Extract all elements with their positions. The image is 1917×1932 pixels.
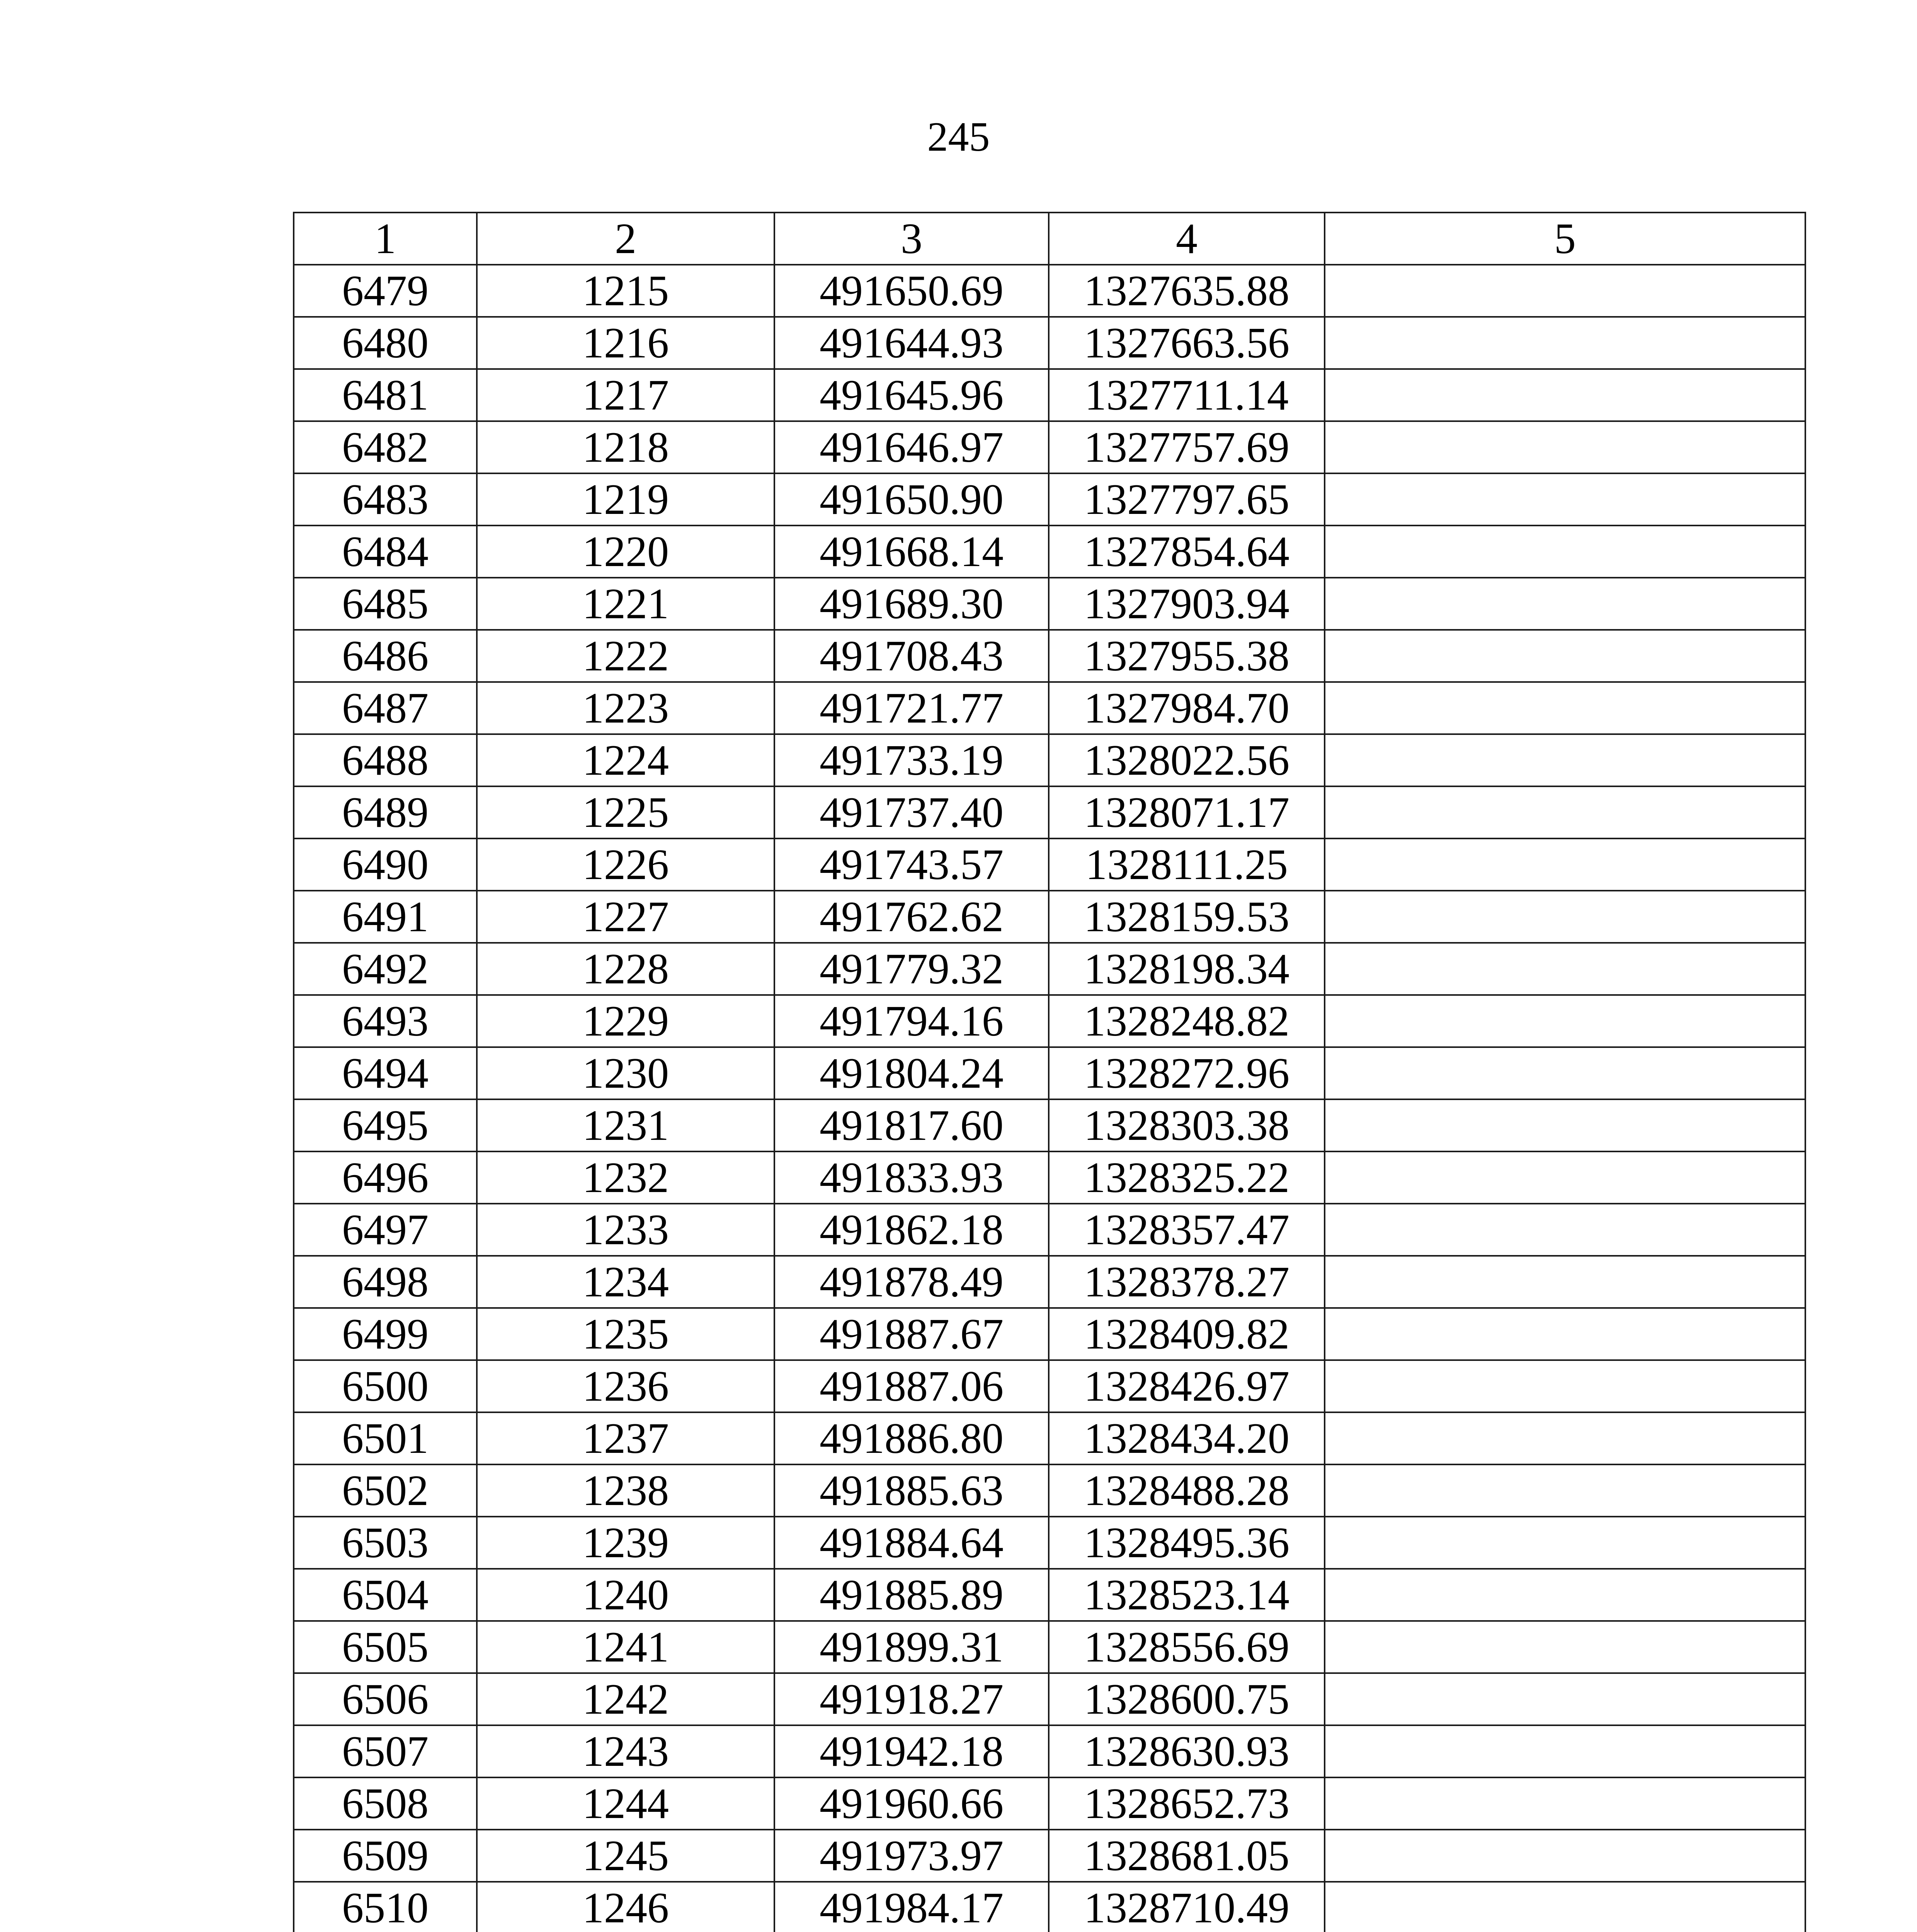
point-number-cell: 6496 — [294, 1151, 477, 1204]
note-cell — [1325, 630, 1805, 682]
note-cell — [1325, 369, 1805, 421]
table-row — [294, 838, 1805, 891]
point-number-cell: 6499 — [294, 1308, 477, 1360]
note-cell — [1325, 786, 1805, 838]
y-coordinate-cell: 1328071.17 — [1049, 786, 1325, 838]
table-row — [294, 1412, 1805, 1464]
x-coordinate-cell: 491644.93 — [774, 317, 1049, 369]
index-cell: 1216 — [477, 317, 774, 369]
x-coordinate-cell: 491804.24 — [774, 1047, 1049, 1099]
x-coordinate-cell: 491779.32 — [774, 943, 1049, 995]
y-coordinate-cell: 1328488.28 — [1049, 1464, 1325, 1517]
point-number-cell: 6504 — [294, 1569, 477, 1621]
y-coordinate-cell: 1328523.14 — [1049, 1569, 1325, 1621]
index-cell: 1239 — [477, 1517, 774, 1569]
page-number: 245 — [927, 114, 990, 160]
y-coordinate-cell: 1328325.22 — [1049, 1151, 1325, 1204]
y-coordinate-cell: 1328111.25 — [1049, 838, 1325, 891]
coordinates-table — [293, 212, 1806, 1932]
point-number-cell: 6487 — [294, 682, 477, 734]
x-coordinate-cell: 491743.57 — [774, 838, 1049, 891]
x-coordinate-cell: 491650.69 — [774, 265, 1049, 317]
x-coordinate-cell: 491887.67 — [774, 1308, 1049, 1360]
point-number-cell: 6486 — [294, 630, 477, 682]
note-cell — [1325, 1204, 1805, 1256]
x-coordinate-cell: 491884.64 — [774, 1517, 1049, 1569]
header-cell-3: 3 — [774, 213, 1049, 265]
y-coordinate-cell: 1328710.49 — [1049, 1882, 1325, 1932]
table-row — [294, 1360, 1805, 1412]
note-cell — [1325, 1151, 1805, 1204]
x-coordinate-cell: 491689.30 — [774, 578, 1049, 630]
table-row — [294, 473, 1805, 526]
note-cell — [1325, 1256, 1805, 1308]
x-coordinate-cell: 491885.63 — [774, 1464, 1049, 1517]
x-coordinate-cell: 491817.60 — [774, 1099, 1049, 1151]
table-row — [294, 1673, 1805, 1725]
y-coordinate-cell: 1327797.65 — [1049, 473, 1325, 526]
point-number-cell: 6485 — [294, 578, 477, 630]
x-coordinate-cell: 491833.93 — [774, 1151, 1049, 1204]
x-coordinate-cell: 491721.77 — [774, 682, 1049, 734]
note-cell — [1325, 473, 1805, 526]
table-row — [294, 734, 1805, 786]
note-cell — [1325, 995, 1805, 1047]
table-row — [294, 1464, 1805, 1517]
table-row — [294, 1621, 1805, 1673]
y-coordinate-cell: 1328681.05 — [1049, 1830, 1325, 1882]
y-coordinate-cell: 1327854.64 — [1049, 526, 1325, 578]
note-cell — [1325, 421, 1805, 473]
index-cell: 1231 — [477, 1099, 774, 1151]
y-coordinate-cell: 1328556.69 — [1049, 1621, 1325, 1673]
y-coordinate-cell: 1328426.97 — [1049, 1360, 1325, 1412]
note-cell — [1325, 1047, 1805, 1099]
note-cell — [1325, 838, 1805, 891]
point-number-cell: 6482 — [294, 421, 477, 473]
x-coordinate-cell: 491650.90 — [774, 473, 1049, 526]
point-number-cell: 6502 — [294, 1464, 477, 1517]
y-coordinate-cell: 1328303.38 — [1049, 1099, 1325, 1151]
x-coordinate-cell: 491918.27 — [774, 1673, 1049, 1725]
y-coordinate-cell: 1328248.82 — [1049, 995, 1325, 1047]
note-cell — [1325, 317, 1805, 369]
y-coordinate-cell: 1327984.70 — [1049, 682, 1325, 734]
table-row — [294, 943, 1805, 995]
index-cell: 1232 — [477, 1151, 774, 1204]
index-cell: 1222 — [477, 630, 774, 682]
point-number-cell: 6498 — [294, 1256, 477, 1308]
note-cell — [1325, 1725, 1805, 1777]
point-number-cell: 6510 — [294, 1882, 477, 1932]
table-row — [294, 1256, 1805, 1308]
point-number-cell: 6503 — [294, 1517, 477, 1569]
point-number-cell: 6508 — [294, 1777, 477, 1830]
point-number-cell: 6484 — [294, 526, 477, 578]
point-number-cell: 6505 — [294, 1621, 477, 1673]
point-number-cell: 6483 — [294, 473, 477, 526]
index-cell: 1218 — [477, 421, 774, 473]
note-cell — [1325, 1673, 1805, 1725]
header-row — [294, 213, 1805, 265]
x-coordinate-cell: 491733.19 — [774, 734, 1049, 786]
point-number-cell: 6491 — [294, 891, 477, 943]
index-cell: 1240 — [477, 1569, 774, 1621]
point-number-cell: 6509 — [294, 1830, 477, 1882]
y-coordinate-cell: 1327711.14 — [1049, 369, 1325, 421]
note-cell — [1325, 1464, 1805, 1517]
index-cell: 1223 — [477, 682, 774, 734]
table-row — [294, 1308, 1805, 1360]
point-number-cell: 6506 — [294, 1673, 477, 1725]
note-cell — [1325, 1777, 1805, 1830]
note-cell — [1325, 1830, 1805, 1882]
x-coordinate-cell: 491862.18 — [774, 1204, 1049, 1256]
y-coordinate-cell: 1328357.47 — [1049, 1204, 1325, 1256]
point-number-cell: 6507 — [294, 1725, 477, 1777]
x-coordinate-cell: 491878.49 — [774, 1256, 1049, 1308]
y-coordinate-cell: 1328022.56 — [1049, 734, 1325, 786]
point-number-cell: 6480 — [294, 317, 477, 369]
note-cell — [1325, 1517, 1805, 1569]
x-coordinate-cell: 491737.40 — [774, 786, 1049, 838]
y-coordinate-cell: 1328378.27 — [1049, 1256, 1325, 1308]
y-coordinate-cell: 1328652.73 — [1049, 1777, 1325, 1830]
y-coordinate-cell: 1327903.94 — [1049, 578, 1325, 630]
y-coordinate-cell: 1328434.20 — [1049, 1412, 1325, 1464]
x-coordinate-cell: 491960.66 — [774, 1777, 1049, 1830]
note-cell — [1325, 682, 1805, 734]
y-coordinate-cell: 1328495.36 — [1049, 1517, 1325, 1569]
table-row — [294, 995, 1805, 1047]
index-cell: 1217 — [477, 369, 774, 421]
table-row — [294, 1099, 1805, 1151]
point-number-cell: 6497 — [294, 1204, 477, 1256]
table-row — [294, 630, 1805, 682]
note-cell — [1325, 1360, 1805, 1412]
point-number-cell: 6493 — [294, 995, 477, 1047]
x-coordinate-cell: 491942.18 — [774, 1725, 1049, 1777]
header-cell-5: 5 — [1325, 213, 1805, 265]
index-cell: 1230 — [477, 1047, 774, 1099]
note-cell — [1325, 1099, 1805, 1151]
header-cell-1: 1 — [294, 213, 477, 265]
note-cell — [1325, 1569, 1805, 1621]
index-cell: 1235 — [477, 1308, 774, 1360]
table-row — [294, 1047, 1805, 1099]
table-row — [294, 682, 1805, 734]
note-cell — [1325, 943, 1805, 995]
index-cell: 1219 — [477, 473, 774, 526]
x-coordinate-cell: 491794.16 — [774, 995, 1049, 1047]
table-row — [294, 1777, 1805, 1830]
header-cell-2: 2 — [477, 213, 774, 265]
note-cell — [1325, 1882, 1805, 1932]
table-row — [294, 578, 1805, 630]
index-cell: 1238 — [477, 1464, 774, 1517]
note-cell — [1325, 526, 1805, 578]
note-cell — [1325, 1308, 1805, 1360]
note-cell — [1325, 1621, 1805, 1673]
index-cell: 1227 — [477, 891, 774, 943]
point-number-cell: 6500 — [294, 1360, 477, 1412]
y-coordinate-cell: 1328600.75 — [1049, 1673, 1325, 1725]
point-number-cell: 6489 — [294, 786, 477, 838]
index-cell: 1234 — [477, 1256, 774, 1308]
y-coordinate-cell: 1328159.53 — [1049, 891, 1325, 943]
y-coordinate-cell: 1327757.69 — [1049, 421, 1325, 473]
header-cell-4: 4 — [1049, 213, 1325, 265]
point-number-cell: 6479 — [294, 265, 477, 317]
y-coordinate-cell: 1327635.88 — [1049, 265, 1325, 317]
table-row — [294, 891, 1805, 943]
y-coordinate-cell: 1328630.93 — [1049, 1725, 1325, 1777]
point-number-cell: 6492 — [294, 943, 477, 995]
index-cell: 1236 — [477, 1360, 774, 1412]
y-coordinate-cell: 1327955.38 — [1049, 630, 1325, 682]
index-cell: 1233 — [477, 1204, 774, 1256]
x-coordinate-cell: 491708.43 — [774, 630, 1049, 682]
index-cell: 1245 — [477, 1830, 774, 1882]
table-body — [294, 265, 1805, 1932]
table-row — [294, 421, 1805, 473]
x-coordinate-cell: 491887.06 — [774, 1360, 1049, 1412]
table-row — [294, 526, 1805, 578]
point-number-cell: 6494 — [294, 1047, 477, 1099]
index-cell: 1244 — [477, 1777, 774, 1830]
index-cell: 1237 — [477, 1412, 774, 1464]
x-coordinate-cell: 491645.96 — [774, 369, 1049, 421]
y-coordinate-cell: 1328198.34 — [1049, 943, 1325, 995]
table-row — [294, 317, 1805, 369]
point-number-cell: 6490 — [294, 838, 477, 891]
x-coordinate-cell: 491885.89 — [774, 1569, 1049, 1621]
index-cell: 1242 — [477, 1673, 774, 1725]
note-cell — [1325, 1412, 1805, 1464]
index-cell: 1225 — [477, 786, 774, 838]
x-coordinate-cell: 491646.97 — [774, 421, 1049, 473]
table-row — [294, 1151, 1805, 1204]
point-number-cell: 6501 — [294, 1412, 477, 1464]
x-coordinate-cell: 491886.80 — [774, 1412, 1049, 1464]
index-cell: 1228 — [477, 943, 774, 995]
table-row — [294, 1204, 1805, 1256]
index-cell: 1224 — [477, 734, 774, 786]
table-row — [294, 1569, 1805, 1621]
x-coordinate-cell: 491762.62 — [774, 891, 1049, 943]
point-number-cell: 6495 — [294, 1099, 477, 1151]
index-cell: 1243 — [477, 1725, 774, 1777]
index-cell: 1220 — [477, 526, 774, 578]
table-row — [294, 1517, 1805, 1569]
x-coordinate-cell: 491899.31 — [774, 1621, 1049, 1673]
x-coordinate-cell: 491668.14 — [774, 526, 1049, 578]
note-cell — [1325, 578, 1805, 630]
table-row — [294, 369, 1805, 421]
point-number-cell: 6481 — [294, 369, 477, 421]
index-cell: 1226 — [477, 838, 774, 891]
index-cell: 1215 — [477, 265, 774, 317]
x-coordinate-cell: 491973.97 — [774, 1830, 1049, 1882]
table-row — [294, 1882, 1805, 1932]
x-coordinate-cell: 491984.17 — [774, 1882, 1049, 1932]
y-coordinate-cell: 1327663.56 — [1049, 317, 1325, 369]
table-row — [294, 265, 1805, 317]
y-coordinate-cell: 1328409.82 — [1049, 1308, 1325, 1360]
note-cell — [1325, 265, 1805, 317]
y-coordinate-cell: 1328272.96 — [1049, 1047, 1325, 1099]
table-row — [294, 1830, 1805, 1882]
index-cell: 1221 — [477, 578, 774, 630]
table-row — [294, 1725, 1805, 1777]
index-cell: 1246 — [477, 1882, 774, 1932]
note-cell — [1325, 891, 1805, 943]
index-cell: 1229 — [477, 995, 774, 1047]
point-number-cell: 6488 — [294, 734, 477, 786]
note-cell — [1325, 734, 1805, 786]
table-row — [294, 786, 1805, 838]
table-header — [294, 213, 1805, 265]
index-cell: 1241 — [477, 1621, 774, 1673]
